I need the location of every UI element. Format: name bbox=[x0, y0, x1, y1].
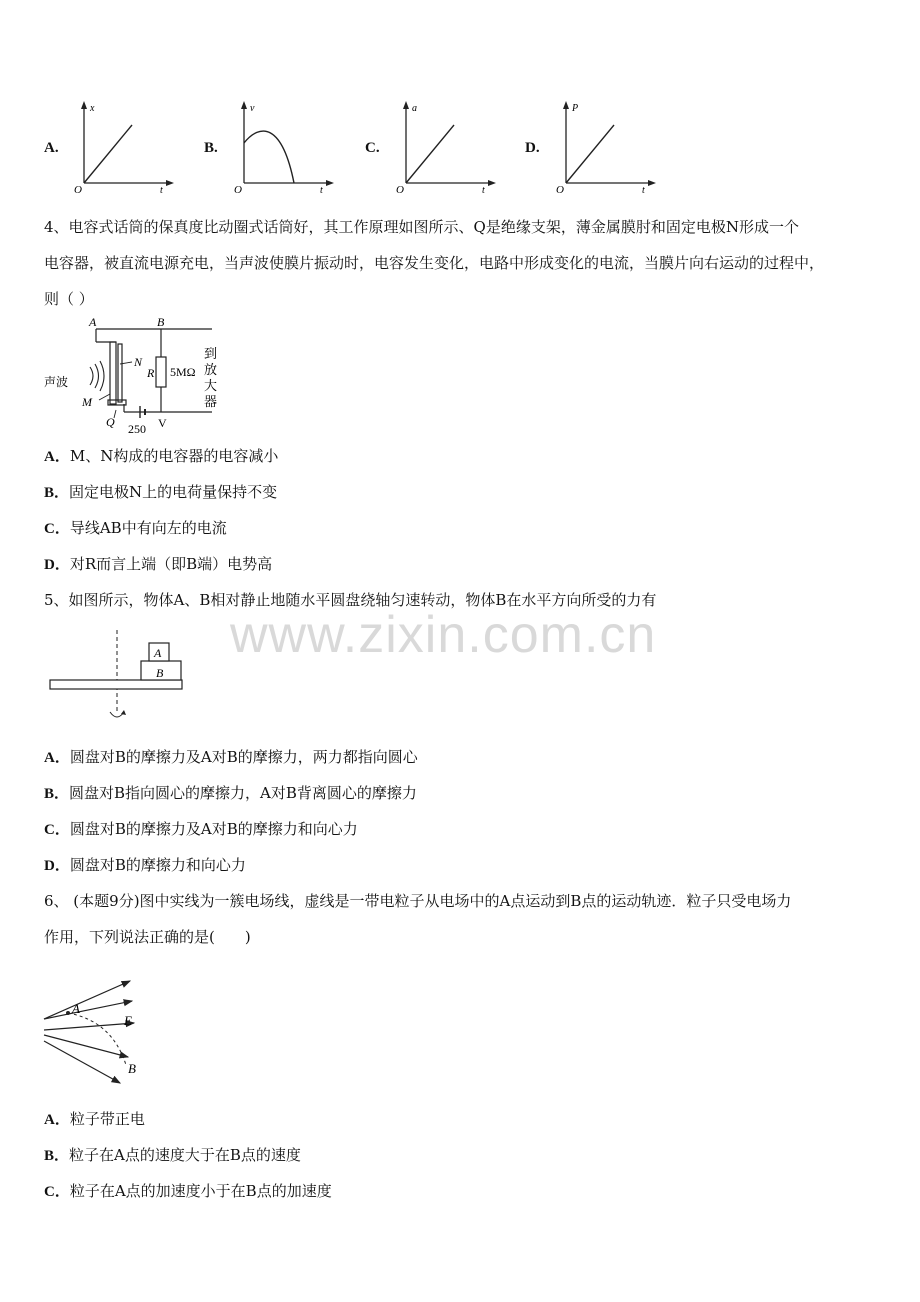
q4-label-r: R bbox=[147, 366, 155, 380]
q4-volt-unit: V bbox=[158, 416, 167, 430]
q6-stem-line2: 作用，下列说法正确的是( ) bbox=[44, 928, 251, 946]
q5-option-b: B．圆盘对B指向圆心的摩擦力，A对B背离圆心的摩擦力 bbox=[44, 784, 417, 802]
q4-option-a: A．M、N构成的电容器的电容减小 bbox=[44, 447, 279, 465]
q4-option-b: B．固定电极N上的电荷量保持不变 bbox=[44, 483, 278, 501]
q4-battery-value: 250 bbox=[128, 422, 146, 436]
graph-d-x-label: t bbox=[642, 185, 645, 195]
graph-options-row bbox=[0, 95, 920, 200]
q4-amp-3: 大 bbox=[204, 378, 218, 393]
graph-option-a bbox=[70, 95, 180, 195]
graph-option-c bbox=[392, 95, 502, 195]
graph-b-y-label: v bbox=[250, 103, 255, 114]
graph-option-c-letter: C. bbox=[365, 140, 380, 156]
q4-label-b: B bbox=[157, 315, 165, 329]
watermark: www.zixin.com.cn bbox=[230, 606, 657, 664]
graph-a-y-label: x bbox=[90, 103, 95, 114]
q4-stem-line2: 电容器，被直流电源充电，当声波使膜片振动时，电容发生变化，电路中形成变化的电流，当膜片向右运动的过程中， bbox=[44, 254, 825, 272]
graph-option-b-letter: B. bbox=[204, 140, 218, 156]
q4-label-n: N bbox=[134, 355, 143, 369]
graph-option-a-letter: A. bbox=[44, 140, 59, 156]
q5-option-c: C．圆盘对B的摩擦力及A对B的摩擦力和向心力 bbox=[44, 820, 358, 838]
q4-label-m: M bbox=[82, 395, 92, 409]
graph-option-b bbox=[230, 95, 340, 195]
graph-c-x-label: t bbox=[482, 185, 485, 195]
graph-option-d-letter: D. bbox=[525, 140, 540, 156]
q5-disk-figure bbox=[44, 630, 194, 725]
q6-option-a: A．粒子带正电 bbox=[44, 1110, 145, 1128]
q4-label-q: Q bbox=[106, 415, 115, 429]
q5-stem: 5、如图所示，物体A、B相对静止地随水平圆盘绕轴匀速转动，物体B在水平方向所受的力有 bbox=[44, 591, 657, 609]
graph-d-y-label: P bbox=[572, 103, 579, 114]
graph-d-origin: O bbox=[556, 184, 564, 195]
graph-b-x-label: t bbox=[320, 185, 323, 195]
q5-block-b: B bbox=[156, 666, 164, 680]
q6-stem-line1: 6、 (本题9分)图中实线为一簇电场线，虚线是一带电粒子从电场中的A点运动到B点的运动轨迹．粒子只受电场力 bbox=[44, 892, 792, 910]
q6-field-figure bbox=[40, 975, 150, 1087]
q6-option-b: B．粒子在A点的速度大于在B点的速度 bbox=[44, 1146, 301, 1164]
graph-a-origin: O bbox=[74, 184, 82, 195]
q4-amp-2: 放 bbox=[204, 362, 218, 377]
q4-option-c: C．导线AB中有向左的电流 bbox=[44, 519, 227, 537]
q4-resistor-value: 5MΩ bbox=[170, 365, 196, 379]
graph-option-d bbox=[552, 95, 662, 195]
q4-sound-label: 声波 bbox=[44, 375, 69, 389]
q5-option-d: D．圆盘对B的摩擦力和向心力 bbox=[44, 856, 246, 874]
q4-stem-line3: 则（ ） bbox=[44, 290, 94, 308]
q6-option-c: C．粒子在A点的加速度小于在B点的加速度 bbox=[44, 1182, 332, 1200]
q4-stem-line1: 4、电容式话筒的保真度比动圈式话筒好，其工作原理如图所示、Q是绝缘支架，薄金属膜肘和固定电极N形成一个 bbox=[44, 218, 799, 236]
q4-amp-1: 到 bbox=[204, 346, 218, 361]
graph-c-origin: O bbox=[396, 184, 404, 195]
graph-a-x-label: t bbox=[160, 185, 163, 195]
q6-point-a: A bbox=[72, 1001, 80, 1016]
graph-c-y-label: a bbox=[412, 103, 417, 114]
q6-field-label: E bbox=[124, 1013, 132, 1028]
q5-option-a: A．圆盘对B的摩擦力及A对B的摩擦力，两力都指向圆心 bbox=[44, 748, 418, 766]
q4-option-d: D．对R而言上端（即B端）电势高 bbox=[44, 555, 273, 573]
q4-amp-4: 器 bbox=[204, 394, 218, 409]
q4-circuit-figure bbox=[44, 312, 244, 437]
q6-point-b: B bbox=[128, 1061, 136, 1076]
q4-label-a: A bbox=[89, 315, 97, 329]
q5-block-a: A bbox=[154, 646, 162, 660]
graph-b-origin: O bbox=[234, 184, 242, 195]
